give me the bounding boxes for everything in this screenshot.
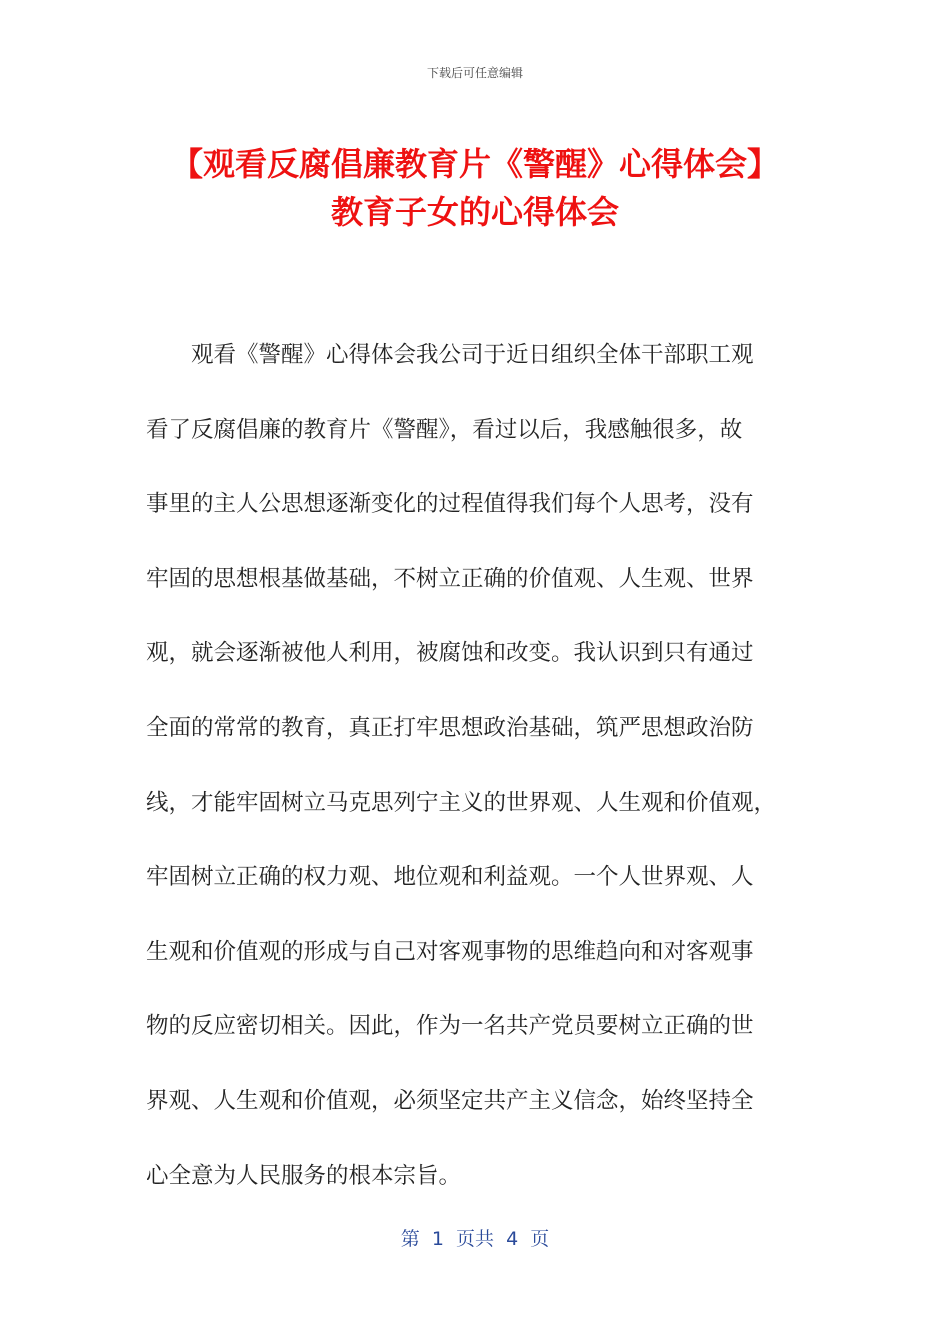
body-line: 牢固树立正确的权力观、地位观和利益观。一个人世界观、人 (146, 864, 754, 891)
header-note: 下载后可任意编辑 (426, 66, 523, 80)
body-line: 看了反腐倡廉的教育片《警醒》，看过以后，我感触很多，故 (146, 416, 743, 443)
body-line: 线，才能牢固树立马克思列宁主义的世界观、人生观和价值观， (146, 789, 777, 816)
body-line: 观，就会逐渐被他人利用，被腐蚀和改变。我认识到只有通过 (146, 640, 754, 667)
title-line: 【观看反腐倡廉教育片《警醒》心得体会】 (170, 145, 779, 183)
body-line: 观看《警醒》心得体会我公司于近日组织全体干部职工观 (146, 342, 754, 368)
body-line: 牢固的思想根基做基础，不树立正确的价值观、人生观、世界 (146, 565, 754, 592)
title-line: 教育子女的心得体会 (330, 193, 619, 231)
document-title (100, 140, 850, 236)
body-paragraph (146, 318, 800, 1213)
body-line: 心全意为人民服务的根本宗旨。 (146, 1162, 462, 1189)
body-line: 生观和价值观的形成与自己对客观事物的思维趋向和对客观事 (146, 938, 754, 965)
body-line: 界观、人生观和价值观，必须坚定共产主义信念，始终坚持全 (146, 1087, 754, 1114)
body-line: 事里的主人公思想逐渐变化的过程值得我们每个人思考，没有 (146, 491, 754, 518)
body-line: 全面的常常的教育，真正打牢思想政治基础，筑严思想政治防 (146, 714, 754, 741)
body-line: 物的反应密切相关。因此，作为一名共产党员要树立正确的世 (146, 1013, 754, 1040)
page-number-footer: 第 1 页共 4 页 (400, 1228, 550, 1250)
